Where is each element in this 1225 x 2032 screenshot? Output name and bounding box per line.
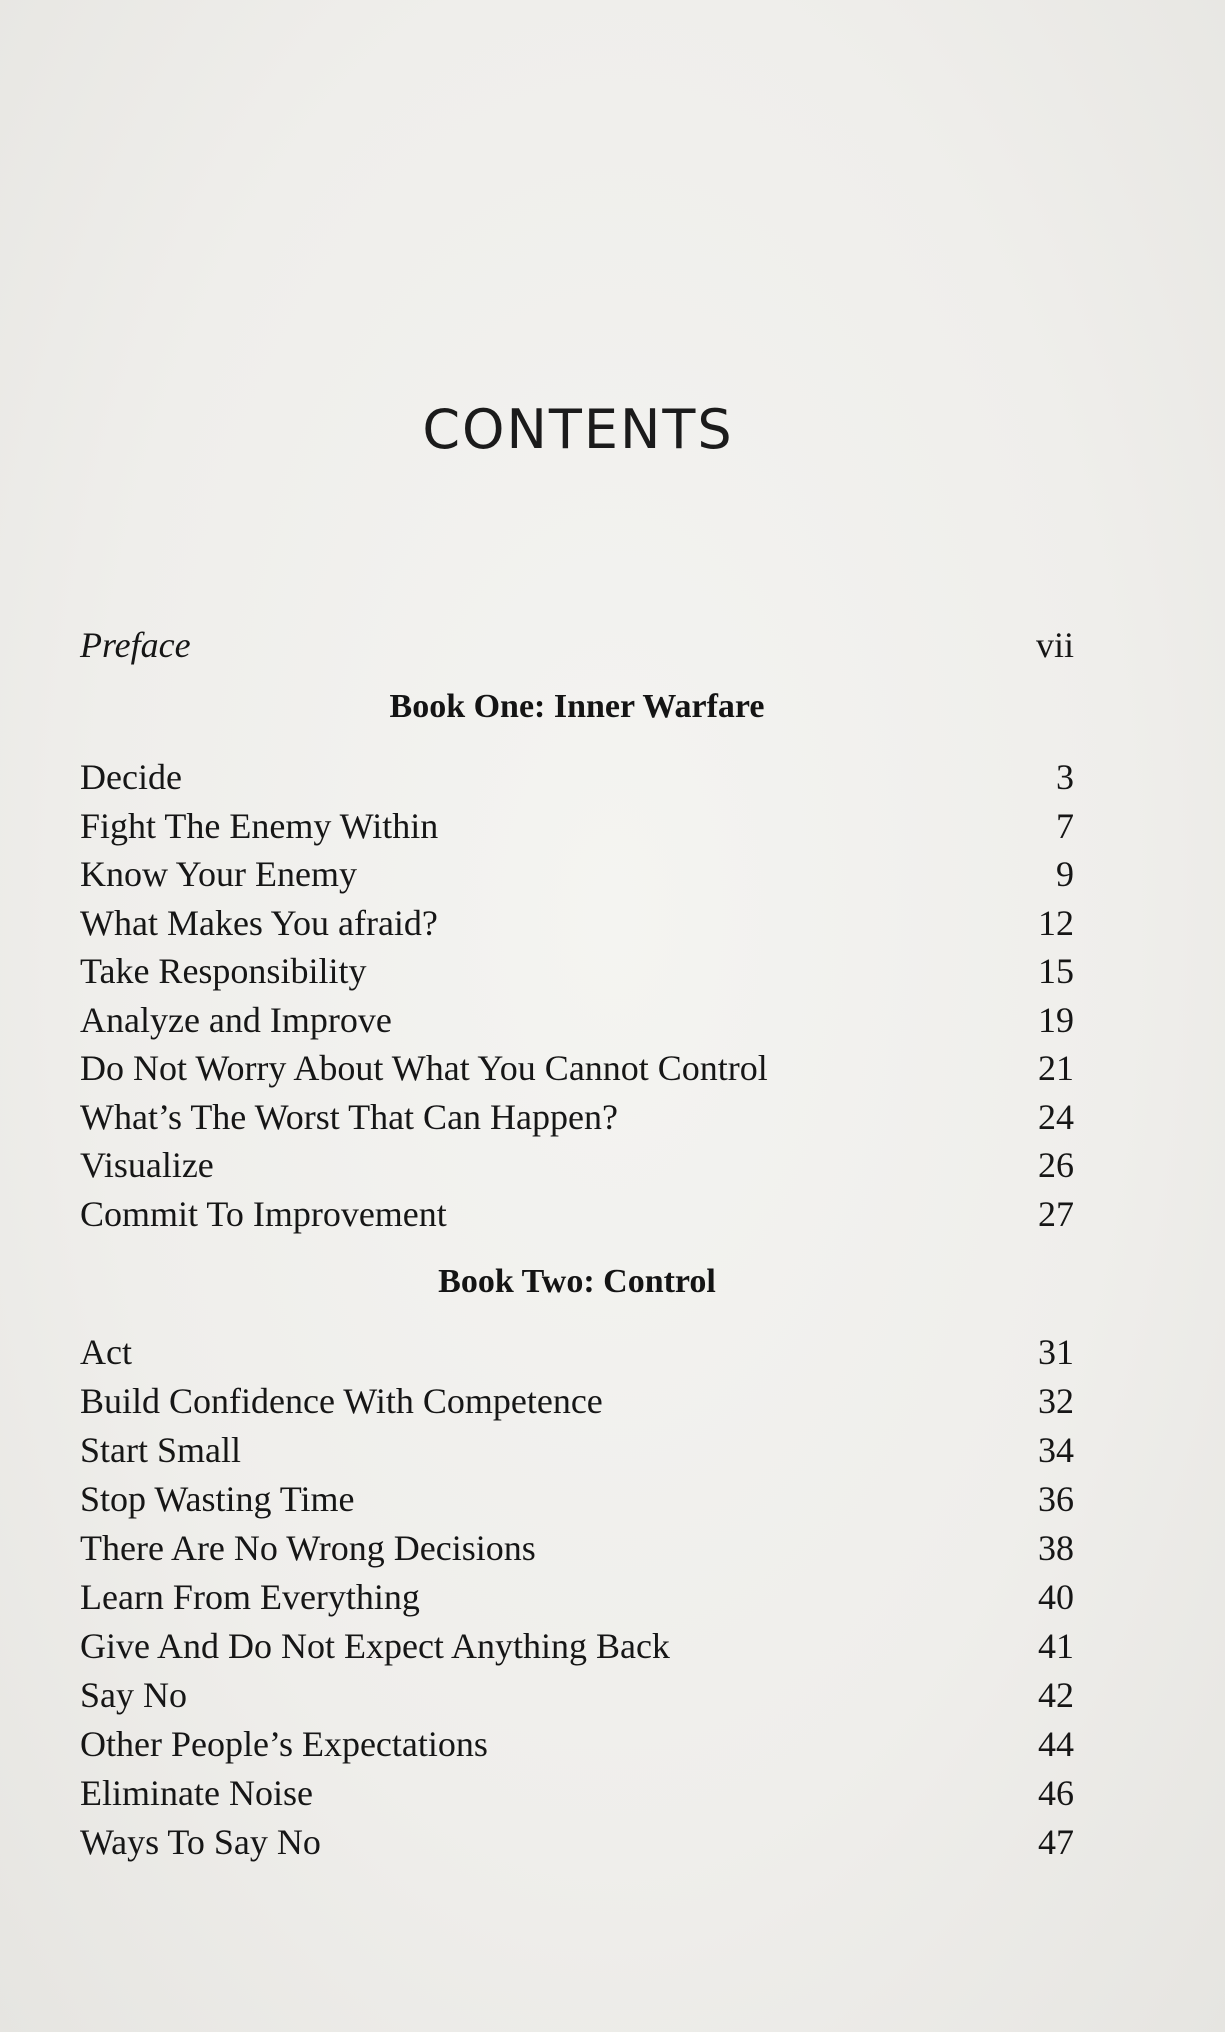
- toc-entry-page: 7: [1056, 806, 1074, 846]
- toc-entry-label: Act: [80, 1332, 132, 1372]
- toc-entry-page: 44: [1038, 1724, 1074, 1764]
- toc-entry-label: Take Responsibility: [80, 951, 367, 991]
- toc-entry[interactable]: [80, 1144, 1074, 1192]
- toc-entry-label: Eliminate Noise: [80, 1773, 313, 1813]
- toc-entry[interactable]: [80, 1478, 1074, 1526]
- toc-entry-label: Other People’s Expectations: [80, 1724, 488, 1764]
- toc-entry[interactable]: [80, 1096, 1074, 1144]
- toc-entry[interactable]: [80, 756, 1074, 804]
- toc-entry-page: 42: [1038, 1675, 1074, 1715]
- toc-entry[interactable]: [80, 999, 1074, 1047]
- toc-entry-preface[interactable]: [80, 624, 1074, 672]
- toc-entry[interactable]: [80, 1193, 1074, 1241]
- toc-entry[interactable]: [80, 853, 1074, 901]
- toc-entry-page: 26: [1038, 1145, 1074, 1185]
- toc-entry-label: Ways To Say No: [80, 1822, 321, 1862]
- toc-entry-page: 24: [1038, 1097, 1074, 1137]
- toc-entry-label: Visualize: [80, 1145, 214, 1185]
- toc-entry-page: 21: [1038, 1048, 1074, 1088]
- toc-entry-label: Stop Wasting Time: [80, 1479, 355, 1519]
- toc-entry-page: 38: [1038, 1528, 1074, 1568]
- toc-entry[interactable]: [80, 1331, 1074, 1379]
- toc-entry-page: 46: [1038, 1773, 1074, 1813]
- toc-entry-label: Analyze and Improve: [80, 1000, 392, 1040]
- page-title: CONTENTS: [422, 398, 734, 461]
- toc-entry-page: 41: [1038, 1626, 1074, 1666]
- toc-entry[interactable]: [80, 902, 1074, 950]
- toc-entry-label: Start Small: [80, 1430, 241, 1470]
- toc-entry[interactable]: [80, 1576, 1074, 1624]
- toc-entry-page: 32: [1038, 1381, 1074, 1421]
- toc-entry-page: 3: [1056, 757, 1074, 797]
- toc-entry-label: Preface: [80, 625, 191, 665]
- section-heading-book-one: Book One: Inner Warfare: [389, 688, 765, 725]
- toc-entry-label: Decide: [80, 757, 182, 797]
- toc-entry[interactable]: [80, 950, 1074, 998]
- toc-entry-page: 36: [1038, 1479, 1074, 1519]
- toc-entry-label: Give And Do Not Expect Anything Back: [80, 1626, 670, 1666]
- toc-entry-page: 34: [1038, 1430, 1074, 1470]
- toc-entry-page: vii: [1035, 625, 1074, 665]
- toc-entry[interactable]: [80, 805, 1074, 853]
- toc-entry-label: Do Not Worry About What You Cannot Control: [80, 1048, 768, 1088]
- toc-entry-page: 12: [1038, 903, 1074, 943]
- toc-entry[interactable]: [80, 1821, 1074, 1869]
- toc-entry[interactable]: [80, 1047, 1074, 1095]
- toc-entry-label: Say No: [80, 1675, 187, 1715]
- toc-entry-label: Learn From Everything: [80, 1577, 420, 1617]
- toc-entry-label: Build Confidence With Competence: [80, 1381, 603, 1421]
- toc-entry-page: 40: [1038, 1577, 1074, 1617]
- section-heading-book-two: Book Two: Control: [438, 1263, 716, 1300]
- toc-entry[interactable]: [80, 1625, 1074, 1673]
- toc-entry[interactable]: [80, 1527, 1074, 1575]
- toc-entry[interactable]: [80, 1772, 1074, 1820]
- toc-entry-label: Know Your Enemy: [80, 854, 358, 894]
- toc-entry-label: There Are No Wrong Decisions: [80, 1528, 536, 1568]
- toc-entry[interactable]: [80, 1674, 1074, 1722]
- toc-entry-label: Commit To Improvement: [80, 1194, 447, 1234]
- toc-entry-page: 31: [1038, 1332, 1074, 1372]
- toc-entry-page: 19: [1038, 1000, 1074, 1040]
- toc-entry-page: 9: [1056, 854, 1074, 894]
- toc-entry[interactable]: [80, 1380, 1074, 1428]
- toc-entry-page: 47: [1038, 1822, 1074, 1862]
- toc-entry-label: What’s The Worst That Can Happen?: [80, 1097, 618, 1137]
- toc-entry-page: 15: [1038, 951, 1074, 991]
- toc-entry-page: 27: [1038, 1194, 1074, 1234]
- bleed-through-texture: [80, 180, 1080, 384]
- toc-entry-label: What Makes You afraid?: [80, 903, 438, 943]
- toc-entry-label: Fight The Enemy Within: [80, 806, 439, 846]
- toc-entry[interactable]: [80, 1429, 1074, 1477]
- toc-entry[interactable]: [80, 1723, 1074, 1771]
